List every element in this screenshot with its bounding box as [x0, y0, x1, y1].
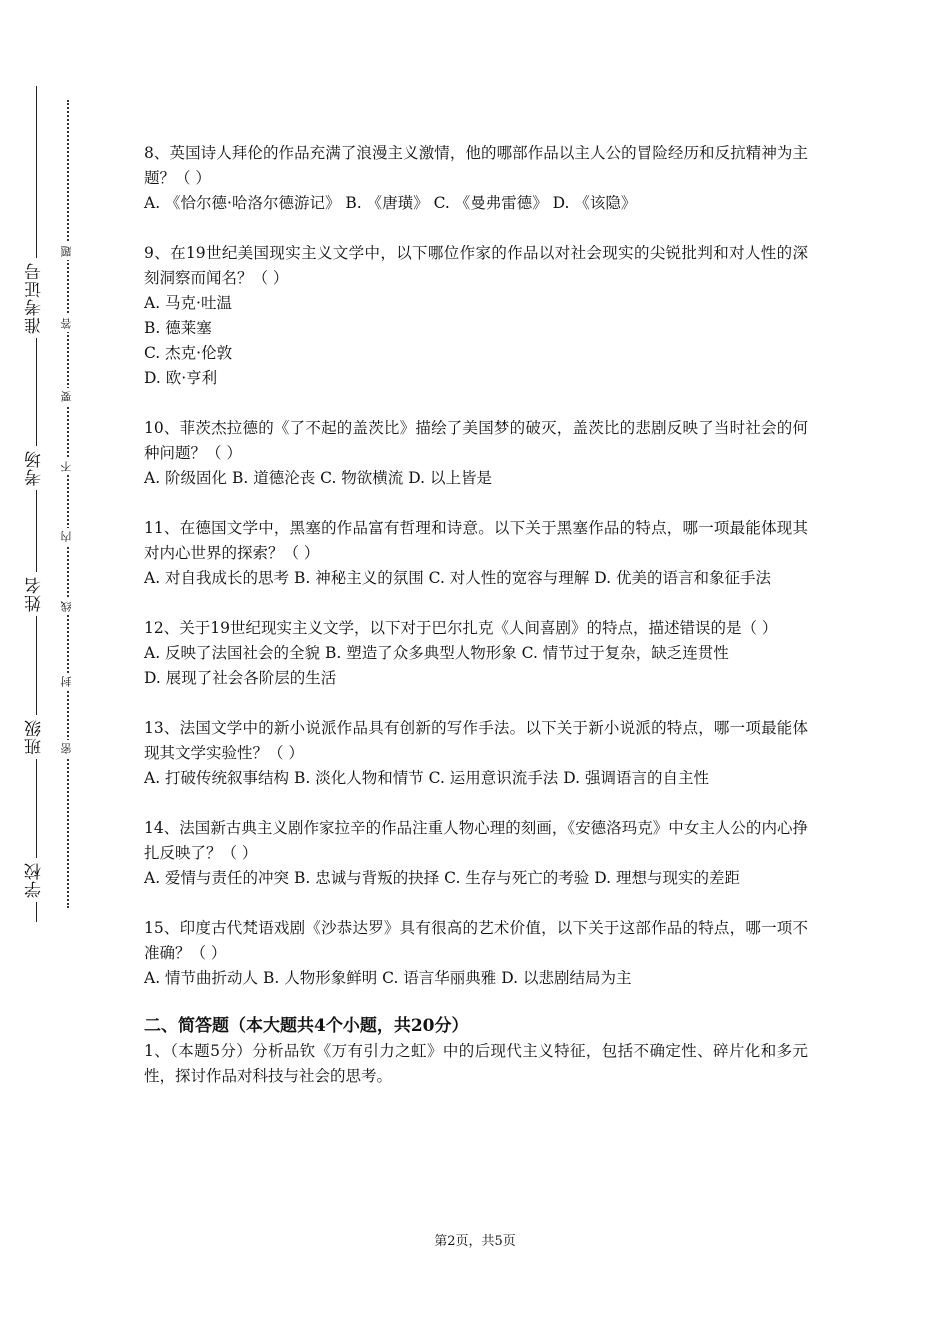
field-name-label: 姓名 [22, 572, 47, 616]
field-exam-room-label: 考场 [22, 446, 47, 490]
question-14 [144, 816, 808, 891]
field-class-label: 班级 [22, 715, 47, 759]
question-11 [144, 516, 808, 591]
question-text: 13、法国文学中的新小说派作品具有创新的写作手法。以下关于新小说派的特点，哪一项最能体现其文学实验性？（ ） [144, 719, 808, 762]
exam-content [144, 141, 808, 1089]
seal-char: 线 [60, 598, 74, 615]
question-10 [144, 416, 808, 491]
option-line: A. 情节曲折动人 B. 人物形象鲜明 C. 语言华丽典雅 D. 以悲剧结局为主 [144, 969, 632, 987]
option-line: D. 展现了社会各阶层的生活 [144, 669, 337, 687]
question-12 [144, 616, 808, 691]
option-line: A. 对自我成长的思考 B. 神秘主义的氛围 C. 对人性的宽容与理解 D. 优美的语言和象征手法 [144, 569, 771, 587]
seal-char: 密 [60, 740, 74, 757]
option-line: A. 爱情与责任的冲突 B. 忠诚与背叛的抉择 C. 生存与死亡的考验 D. 理想与现实的差距 [144, 869, 740, 887]
option-line: A. 马克·吐温 [144, 294, 232, 312]
question-8 [144, 141, 808, 216]
seal-char: 答 [60, 315, 74, 332]
question-text: 11、在德国文学中，黑塞的作品富有哲理和诗意。以下关于黑塞作品的特点，哪一项最能体现其对内心世界的探索？（ ） [144, 519, 808, 562]
binding-solid-line [36, 86, 37, 922]
question-15 [144, 916, 808, 991]
option-line: C. 杰克·伦敦 [144, 344, 233, 362]
option-line: B. 德莱塞 [144, 319, 212, 337]
option-line: D. 欧·亨利 [144, 369, 218, 387]
field-school-label: 学校 [22, 858, 47, 902]
seal-char: 不 [60, 458, 74, 475]
question-text: 8、英国诗人拜伦的作品充满了浪漫主义激情，他的哪部作品以主人公的冒险经历和反抗精神为主题？（ ） [144, 144, 808, 187]
seal-char: 内 [60, 528, 74, 545]
question-text: 15、印度古代梵语戏剧《沙恭达罗》具有很高的艺术价值，以下关于这部作品的特点，哪一项不准确？（ ） [144, 919, 808, 962]
option-line: A. 反映了法国社会的全貌 B. 塑造了众多典型人物形象 C. 情节过于复杂，缺乏连贯性 [144, 644, 729, 662]
seal-char: 题 [60, 243, 74, 260]
seal-char: 封 [60, 673, 74, 690]
question-text: 14、法国新古典主义剧作家拉辛的作品注重人物心理的刻画，《安德洛玛克》中女主人公的内心挣扎反映了？（ ） [144, 819, 808, 862]
short-answer-question-1: 1、（本题5分）分析品钦《万有引力之虹》中的后现代主义特征，包括不确定性、碎片化和多元性，探讨作品对科技与社会的思考。 [144, 1042, 808, 1085]
option-line: A. 阶级固化 B. 道德沦丧 C. 物欲横流 D. 以上皆是 [144, 469, 492, 487]
question-13 [144, 716, 808, 791]
question-9 [144, 241, 808, 391]
option-line: A. 《恰尔德·哈洛尔德游记》 B. 《唐璜》 C. 《曼弗雷德》 D. 《该隐》 [144, 194, 637, 212]
section-title: 二、简答题（本大题共4个小题，共20分） [144, 1016, 469, 1036]
seal-char: 要 [60, 388, 74, 405]
option-line: A. 打破传统叙事结构 B. 淡化人物和情节 C. 运用意识流手法 D. 强调语言的自主性 [144, 769, 709, 787]
page-footer: 第2页，共5页 [434, 1234, 516, 1249]
question-text: 9、在19世纪美国现实主义文学中，以下哪位作家的作品以对社会现实的尖锐批判和对人性的深刻洞察而闻名？（ ） [144, 244, 808, 287]
question-text: 10、菲茨杰拉德的《了不起的盖茨比》描绘了美国梦的破灭，盖茨比的悲剧反映了当时社会的何种问题？（ ） [144, 419, 808, 462]
binding-dotted-line [67, 100, 69, 908]
field-admission-number-label: 准考证号 [22, 258, 47, 338]
question-text: 12、关于19世纪现实主义文学，以下对于巴尔扎克《人间喜剧》的特点，描述错误的是（ ） [144, 619, 778, 637]
